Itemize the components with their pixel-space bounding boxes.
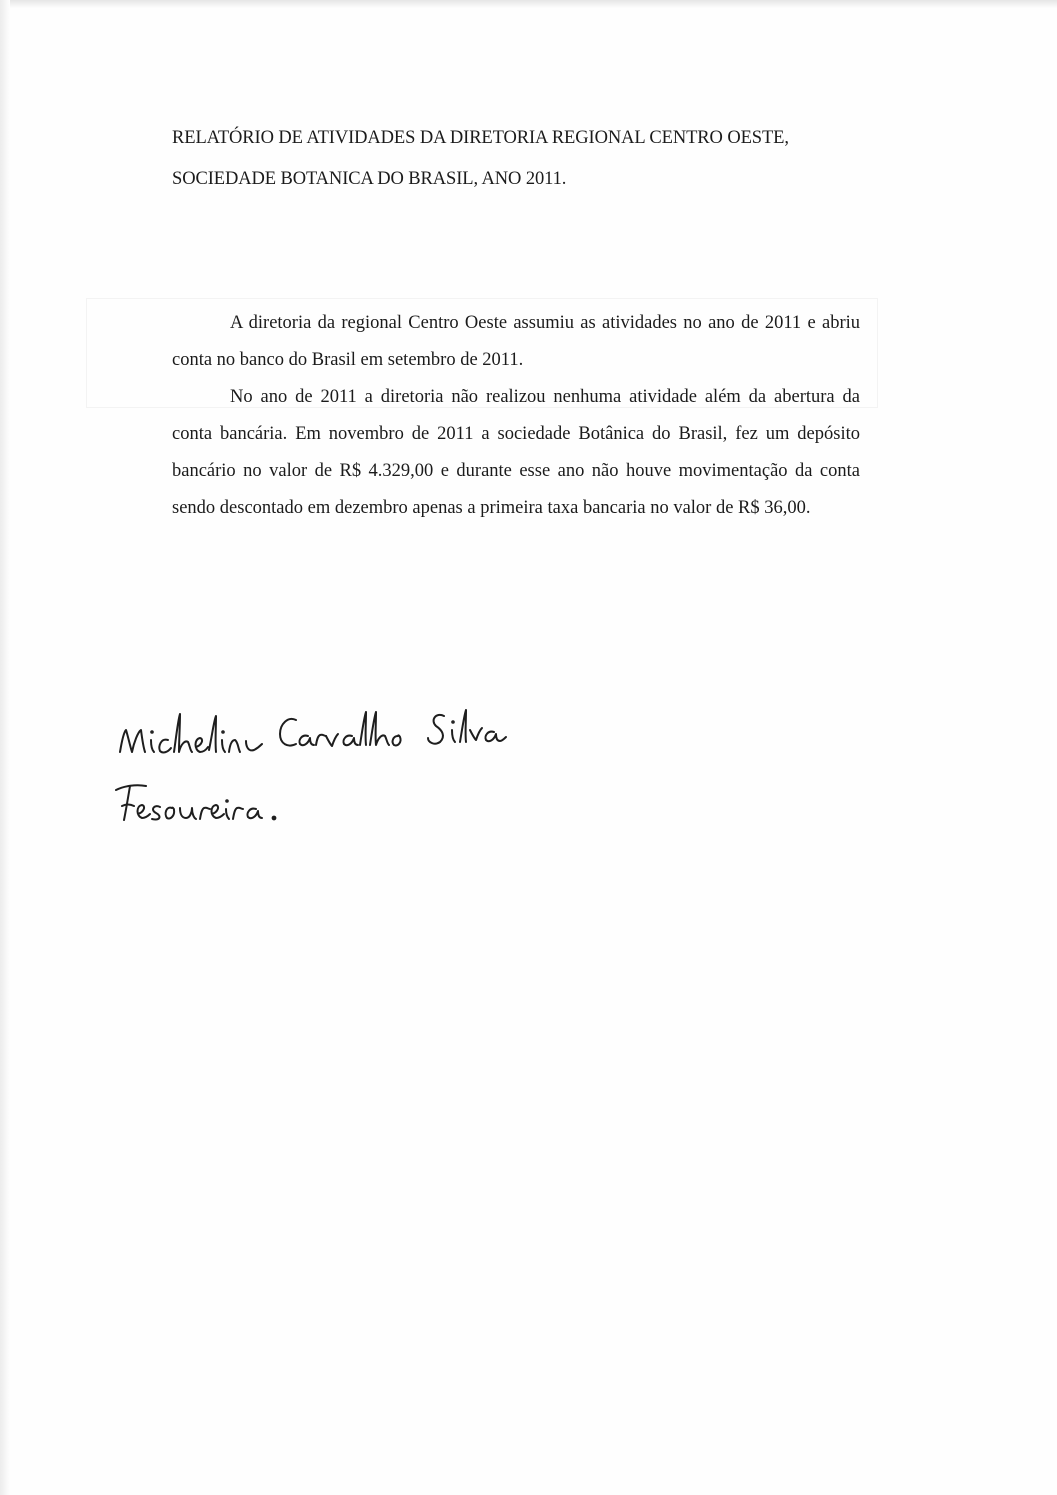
scan-edge	[0, 0, 10, 1495]
scan-edge	[0, 0, 1057, 8]
report-title-line-2: SOCIEDADE BOTANICA DO BRASIL, ANO 2011.	[172, 169, 567, 189]
report-body	[172, 305, 860, 527]
handwritten-signature	[108, 690, 568, 840]
paragraph-1: A diretoria da regional Centro Oeste assumiu as atividades no ano de 2011 e abriu conta no banco do Brasil em setembro de 2011.	[172, 313, 860, 370]
signature-drawing	[108, 690, 568, 840]
signer-name	[108, 840, 109, 841]
paragraph-2: No ano de 2011 a diretoria não realizou nenhuma atividade além da abertura da conta bancária. Em novembro de 2011 a sociedade Botânica do Brasil, fez um depósito bancário no valor de R$ 4.329,00 e durante esse ano não houve movimentação da conta sendo descontado em dezembro apenas a primeira taxa bancaria no valor de R$ 36,00.	[172, 387, 860, 518]
signer-role	[108, 840, 109, 841]
report-title	[172, 118, 892, 200]
report-title-line-1: RELATÓRIO DE ATIVIDADES DA DIRETORIA REGIONAL CENTRO OESTE,	[172, 128, 789, 148]
